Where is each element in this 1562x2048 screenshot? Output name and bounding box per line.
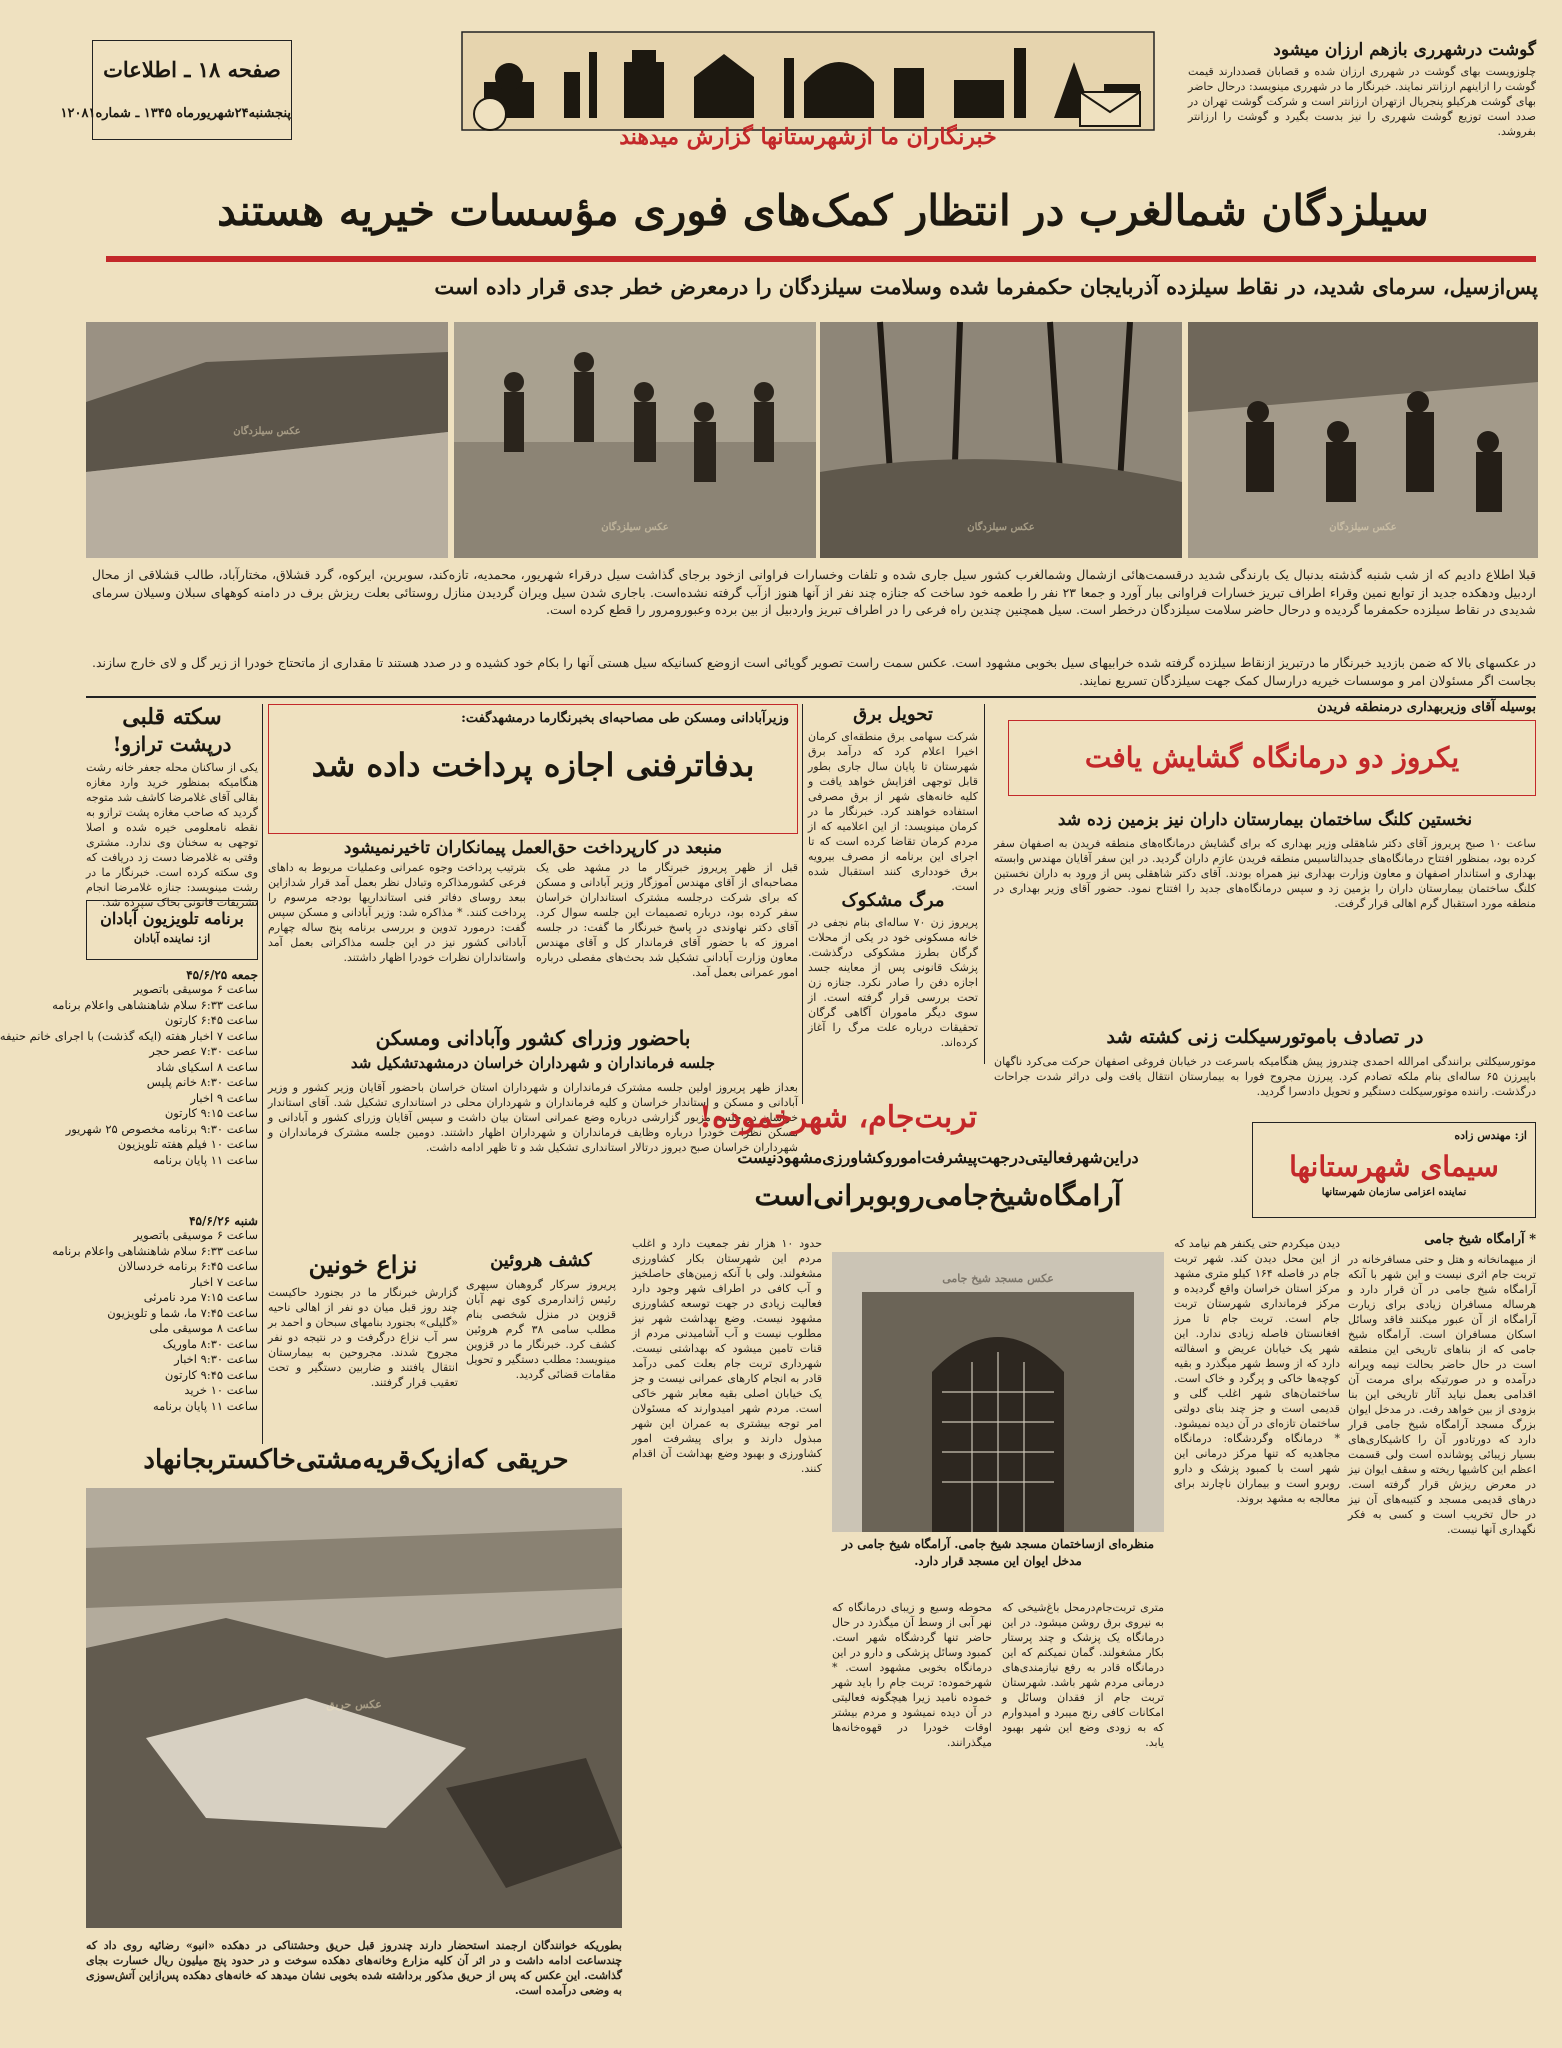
spa-headline: یکروز دو درمانگاه گشایش یافت (1084, 741, 1460, 774)
mosque-photo-label: عکس مسجد شیخ جامی (942, 1272, 1054, 1285)
torbat-subheadline-1: دراین‌شهرفعالیتی‌درجهت‌پیشرفت‌اموروکشاورزی‌مشهودنیست (737, 1148, 1139, 1167)
mosque-photo (832, 1252, 1164, 1532)
flood-photo-2 (454, 322, 816, 558)
tv-logo-sub: از: نماینده آبادان (133, 932, 211, 945)
spa-subheadline: نخستین کلنگ ساختمان بیمارستان داران نیز بزمین زده شد (1057, 810, 1473, 830)
suspicious-death-body: پریروز زن ۷۰ ساله‌ای بنام نجفی در خانه مسکونی خود در یکی از محلات گرگان بطرز مشکوکی درگذشت. پزشک قانونی پس از معاینه جسد اجازه دفن را صادر نکرد. جنازه زن تحت بررسی قرار گرفته است. از سوی دیگر ماموران آگاهی گرگان تحقیقات درباره علت مرگ را آغاز کرده‌اند. (808, 916, 978, 1049)
mosque-caption: منظره‌ای ازساختمان مسجد شیخ جامی. آرامگاه شیخ جامی در مدخل ایوان این مسجد قرار دارد. (841, 1537, 1155, 1568)
bloody-dispute-body: گزارش خبرنگار ما در بجنورد حاکیست چند روز قبل میان دو نفر از اهالی ناحیه «گلیلی» بجنورد بنامهای سبحان و احمد بر سر آب نزاع درگرفت و در نتیجه دو نفر مجروح شدند. مجروحین به بیمارستان انتقال یافتند و ضاربین دستگیر و تحت تعقیب قرار گرفتند. (268, 1286, 458, 1389)
torbat-col-e: متری تربت‌جام‌درمحل باغ‌شیخی که به نیروی برق روشن میشود. در این درمانگاه یک پزشک و چند پرستار بکار مشغولند. گمان نمیکنم که این درمانگاه قادر به رفع نیازمندی‌های درمانی مردم شهر باشد. شهرستان تربت جام از فقدان وسائل و امکانات کافی رنج میبرد و امیدوارم که به زودی وضع این شهر بهبود یابد. (1002, 1601, 1164, 1749)
electricity-story (808, 704, 978, 893)
tv-schedule-item: ساعت ۷ اخبار (190, 1274, 258, 1289)
tv-schedule-item: ساعت ۱۰ فیلم هفته تلویزیون (117, 1137, 258, 1151)
meat-story-title: گوشت درشهرری بازهم ارزان میشود (1273, 40, 1536, 60)
heroin-body: پریروز سرکار گروهبان سپهری رئیس ژاندارمری کوی نهم آبان قزوین در منزل شخصی بنام مطلب سامی ۳۸ گرم هروئین کشف کرد. خبرنگار ما در قزوین مینویسد: مطلب دستگیر و تحویل مقامات قضائی گردید. (466, 1278, 617, 1381)
page-label: صفحه ۱۸ ـ اطلاعات (103, 57, 281, 82)
fire-photo (86, 1488, 622, 1928)
column-rule-right (984, 704, 985, 1064)
tv-schedule-item: ساعت ۹:۴۵ کارتون (164, 1367, 258, 1382)
series-title: سیمای شهرستانها (1289, 1150, 1499, 1183)
tv-schedule-item: ساعت ۶ موسیقی باتصویر (133, 1228, 258, 1242)
ministers-meeting-body: بعداز ظهر پریروز اولین جلسه مشترک فرمانداران و شهرداران استان خراسان باحضور آقایان وزیر کشور و وزیر آبادانی و مسکن و استاندار خراسان و کلیه فرمانداران و شهرداران محلی در استانداری تشکیل شد. آقای استاندار خراسان در جلسه مزبور گزارشی درباره وضع عمرانی استان بیان داشت و سپس آقایان وزرای کشور و آبادانی و مسکن نظرات خودرا درباره وظایف فرمانداران و شهرداران اظهار داشتند. دومین جلسه مشترک فرمانداران و شهرداران خراسان صبح دیروز درتالار استانداری تشکیل شد و تا ظهر ادامه داشت. (268, 1081, 798, 1154)
torbat-subheadline-2: آرامگاه‌شیخ‌جامی‌روبوبرانی‌است (754, 1179, 1122, 1212)
motorcycle-body: موتورسیکلتی برانندگی امرالله احمدی چندروز پیش هنگامیکه باسرعت در خیابان فروغی اصفهان حرکت می‌کرد ناگهان باپیرزن ۶۵ ساله‌ای بنام ملکه تصادم کرد. پیرزن مجروح فورا به بیمارستان انتقال یافت ولی دراثر شدت جراحات درگذشت. راننده موتورسیکلت دستگیر و تحویل دادسرا گردید. (994, 1055, 1537, 1098)
tv-schedule-item: ساعت ۶:۴۵ کارتون (164, 1013, 258, 1027)
tv-logo-text: برنامه تلویزیون آبادان (100, 909, 244, 928)
tv-day-1-header: جمعه ۲۵‏/۶‏/۴۵ (186, 968, 258, 982)
minister-body-left: بترتیب پرداخت وجوه عمرانی وعملیات مربوط به داهای فرعی کشورمذاکره وتبادل نظر بعمل آمد قرار شدازاین ببعد روسای دفاتر فنی استانداریها بودجه مرسوم را پرداخت کنند. * مذاکره شد: وزیر آبادانی و مسکن سپس گفت: درمورد تدوین و بررسی برنامه پنج ساله چهارم آبادانی کشور نیز در این جلسه مذاکراتی بعمل آمد واستانداران نظرات خودرا اظهار داشتند. (268, 861, 526, 964)
red-divider (106, 256, 1536, 262)
flood-photo-4-label: عکس سیلزدگان (1329, 522, 1397, 533)
lead-body-2: در عکسهای بالا که ضمن بازدید خبرنگار ما درتبریز ازنقاط سیلزده گرفته شده خرابیهای سیل بخوبی مشهود است. عکس سمت راست تصویر گویائی است ازوضع کسانیکه سیل هستی آنها را بکام خود کشیده و در صدد هستند تا مقداری از ماتحتاج خودرا از زیر گل و لای خارج سازند. بجاست اگر مسئولان امر و موسسات خیریه درارسال کمک جهت سیلزدگان تسریع نمایند. (92, 655, 1536, 688)
tv-schedule-item: ساعت ۹:۳۰ اخبار (174, 1352, 258, 1366)
left-column (0, 704, 258, 1484)
electricity-body: شرکت سهامی برق منطقه‌ای کرمان اخیرا اعلام کرد که درآمد برق شهرستان تا پایان سال جاری بطور قابل توجهی افزایش خواهد یافت و کلیه خانه‌های شهر از برق مصرفی استفاده خواهند کرد. خبرنگار ما در کرمان مینویسد: از این اعلامیه که از مردم کرمان تقاضا کرده است که تا اجرای این برنامه از مصرف بیرویه برق خودداری کنند استقبال شده است. (808, 730, 978, 893)
column-rule-mid (802, 704, 803, 1104)
tv-schedule-item: ساعت ۷ اخبار هفته (ایکه گذشت) با اجرای خانم حنیفه (0, 1028, 258, 1043)
heart-coin-body: یکی از ساکنان محله جعفر خانه رشت هنگامیکه بمنظور خرید وارد مغازه بقالی آقای غلامرضا کاشف شد متوجه گردید که صاحب مغازه پشت ترازو به نقطه نامعلومی خیره شده و اصلا توجهی به سخنان وی ندارد. مشتری وقتی به غلامرضا دست زد دریافت که وی سکته کرده است. خبرنگار ما در رشت مینویسد: جنازه غلامرضا انجام تشریفات قانونی بخاک سپرده شد. (86, 761, 258, 909)
tv-schedule-item: ساعت ۷:۴۵ ما، شما و تلویزیون (107, 1305, 258, 1320)
column-rule-left (262, 704, 263, 1444)
tv-schedule-item: ساعت ۸:۳۰ خانم پلیس (146, 1075, 258, 1089)
suspicious-death-title: مرگ مشکوک (841, 890, 945, 911)
flood-photo-1 (86, 322, 448, 558)
tv-day-1 (0, 968, 258, 1168)
section-divider (86, 696, 1536, 698)
series-box (1252, 1122, 1536, 1218)
tv-schedule-item: ساعت ۶:۳۳ سلام شاهنشاهی واعلام برنامه (52, 1243, 258, 1258)
tv-schedule-item: ساعت ۸ اسکیای شاد (156, 1059, 258, 1074)
date-line: پنجشنبه۲۴شهریورماه ۱۳۴۵ ـ شماره۱۲۰۸۱ (60, 106, 291, 121)
series-kicker: از: مهندس زاده (1454, 1129, 1527, 1142)
tv-day-2 (52, 1214, 258, 1414)
minister-headline-frame (268, 704, 798, 834)
flood-photo-1-label: عکس سیلزدگان (233, 426, 301, 437)
bloody-dispute (268, 1250, 458, 1430)
tv-schedule-item: ساعت ۹ اخبار (190, 1090, 258, 1105)
page-info-box (60, 40, 292, 140)
electricity-title: تحویل برق (853, 704, 933, 725)
torbat-col-a: از میهمانخانه و هتل و حتی مسافرخانه در تربت جام اثری نیست و این شهر با آنکه آرامگاه شیخ جامی در آن قرار دارد و هرساله مسافران زیادی برای زیارت آرامگاه از آن عبور میکنند فاقد وسائل اسکان مسافران است. آرامگاه شیخ جامی که از بناهای تاریخی این منطقه است در حال حاضر بحالت نیمه ویرانه درآمده و در صورتیکه برای مرمت آن اقدامی بعمل نیاید آثار تاریخی این بنا بزودی از بین خواهد رفت. در مدخل ایوان بزرگ مسجد آرامگاه شیخ جامی قرار دارد که دورتادور آن را کاشیکاری‌های بسیار زیبائی پوشانده است ولی قسمت اعظم این کاشیها ریخته و سقف ایوان نیز در معرض ریزش قرار گرفته است. درهای قدیمی مسجد و کتیبه‌های آن نیز در حال تخریب است و کسی به فکر نگهداری آنها نیست. (1348, 1253, 1536, 1536)
tv-schedule-item: ساعت ۷:۳۰ عصر حجر (149, 1044, 258, 1058)
ministers-meeting-subheadline: جلسه فرمانداران و شهرداران خراسان درمشهدتشکیل شد (350, 1054, 716, 1072)
heart-coin-subtitle: درپشت ترازو! (112, 732, 232, 756)
banner-graphic (454, 22, 1162, 162)
meat-story-body: چلوزویست بهای گوشت در شهرری ارزان شده و قصابان قصددارند قیمت گوشت را ازاینهم ارزانتر نمایند. خبرنگار ما در شهرری مینویسد: درحال حاضر بهای گوشت هرکیلو پنجریال ازتهران ارزانتر است و شرکت گوشت تهران در صدد است توزیع گوشت شهرری را نیز بدست بگیرد و گوشت را ارزانتر بفروشد. (1188, 65, 1536, 138)
lead-subheadline: پس‌ازسیل، سرمای شدید، در نقاط سیلزده آذربایجان حکمفرما شده وسلامت سیلزدگان را درمعرض خطر جدی قرار داده است (434, 274, 1538, 299)
lead-headline: سیلزدگان شمالغرب در انتظار کمک‌های فوری مؤسسات خیریه هستند (217, 186, 1429, 235)
ministers-meeting-headline: باحضور وزرای کشور وآبادانی ومسکن (375, 1026, 691, 1050)
tv-day-1-list (0, 982, 258, 1168)
tv-schedule-item: ساعت ۱۱ پایان برنامه (152, 1398, 258, 1413)
heart-coin-title: سکته قلبی (122, 704, 222, 730)
minister-kicker: وزیرآبادانی ومسکن طی مصاحبه‌ای بخبرنگارما درمشهدگفت: (461, 711, 789, 726)
flood-photo-1-image (86, 322, 448, 558)
fire-headline: حریقی که‌ازیک‌قریه‌مشتی‌خاکستر‌بجانهاد (143, 1445, 569, 1475)
bloody-dispute-title: نزاع خونین (308, 1250, 418, 1279)
tv-schedule-item: ساعت ۱۱ پایان برنامه (152, 1152, 258, 1167)
tv-schedule-item: ساعت ۸ موسیقی ملی (149, 1321, 258, 1335)
torbat-col-c: حدود ۱۰ هزار نفر جمعیت دارد و اغلب مردم این شهرستان بکار کشاورزی مشغولند. ولی با آنکه زمین‌های حاصلخیز و آب کافی در اطراف شهر وجود دارد فعالیت زیادی در جهت توسعه کشاورزی مشهود نیست. وضع بهداشت شهر نیز مطلوب نیست و آب آشامیدنی مردم از قنات تامین میشود که بهداشتی نیست. شهرداری تربت جام بعلت کمی درآمد قادر به انجام کارهای عمرانی نیست و جز یک خیابان اصلی بقیه معابر شهر خاکی است. مردم شهر امیدوارند که مسئولان امر توجه بیشتری به عمران این شهر مبذول دارند و برای پیشرفت امور کشاورزی و بهبود وضع بهداشت آن اقدام کنند. (632, 1237, 823, 1475)
series-sub: نماینده اعزامی سازمان شهرستانها (1321, 1187, 1467, 1198)
spa-body: ساعت ۱۰ صبح پریروز آقای دکتر شاهقلی وزیر بهداری که برای گشایش درمانگاه‌های منطقه فریدن به اصفهان سفر کرده بود، بمنظور افتتاح درمانگاه‌های جدیدالتاسیس منطقه فریدن عازم داران گردید. در این سفر آقایان مهندس وابسته بهداری و استاندار اصفهان و معاون وزارت بهداری نیز همراه بودند. آقای دکتر شاهقلی پس از ورود به داران نخستین کلنگ ساختمان بیمارستان داران را بزمین زد و سپس درمانگاه‌های جدید را افتتاح نمود. حضور آقای وزیر بهداری در منطقه مورد استقبال گرم اهالی قرار گرفت. (994, 837, 1536, 910)
spa-kicker: بوسیله آقای وزیربهداری درمنطقه فریدن (1317, 700, 1536, 715)
spa-headline-frame (1008, 720, 1536, 796)
tv-logo (86, 900, 258, 960)
minister-subheadline: منبعد در کارپرداخت حق‌العمل پیمانکاران تاخیرنمیشود (343, 838, 723, 858)
meat-story (1188, 40, 1536, 168)
minister-body-right: قبل از ظهر پریروز خبرنگار ما در مشهد طی یک مصاحبه‌ای از آقای مهندس آموزگار وزیر آبادانی و مسکن که برای شرکت درجلسه مشترک استانداران خراسان سفر کرده بود، درباره تصمیمات این جلسه سوال کرد. آقای دکتر نهاوندی در پاسخ خبرنگار ما گفت: در جلسه امروز که با حضور آقای فرماندار کل و آقای مهندس معاون وزارت آبادانی تشکیل شد بحث‌های مفصلی درباره امور عمرانی بعمل آمد. (536, 861, 798, 979)
minister-headline-box (268, 704, 798, 858)
tv-schedule-item: ساعت ۹:۱۵ کارتون (164, 1106, 258, 1120)
reports-banner: خبرنگاران ما ازشهرستانها گزارش میدهند (619, 124, 997, 150)
tv-day-2-list (52, 1228, 258, 1414)
tv-schedule-item: ساعت ۶:۳۳ سلام شاهنشاهی واعلام برنامه (52, 997, 258, 1012)
tv-day-2-header: شنبه ۲۶‏/۶‏/۴۵ (189, 1214, 258, 1228)
suspicious-death (808, 890, 978, 1090)
tv-schedule-item: ساعت ۷:۱۵ مرد نامرئی (143, 1290, 258, 1304)
minister-headline: بدفاترفنی اجازه پرداخت داده شد (311, 746, 755, 784)
tv-schedule-item: ساعت ۱۰ خرید (184, 1383, 258, 1397)
fire-photo-label: عکس حریق (326, 1698, 382, 1711)
heroin-story (466, 1250, 616, 1420)
motorcycle-headline: در تصادف باموتورسیکلت زنی کشته شد (1106, 1026, 1424, 1048)
tv-schedule-item: ساعت ۶ موسیقی باتصویر (133, 982, 258, 996)
section-tomb-heading: * آرامگاه شیخ جامی (1424, 1232, 1536, 1247)
heroin-title: کشف هروئین (490, 1250, 592, 1271)
flood-photo-3-label: عکس سیلزدگان (967, 522, 1035, 533)
torbat-col-b: دیدن میکردم حتی یکنفر هم نیامد که از این محل دیدن کند. شهر تربت جام در فاصله ۱۶۴ کیلو متری مشهد مرکز استان خراسان واقع گردیده و مرکز فرمانداری شهرستان تربت جام است. تربت جام تا مرز افغانستان فاصله زیادی ندارد. این شهر یک خیابان عریض و اسفالته دارد که از وسط شهر میگذرد و بقیه کوچه‌ها خاکی و پرگرد و خاک است. ساختمان‌های شهر اغلب گلی و قدیمی است و جز چند بنای دولتی ساختمان تازه‌ای در آن دیده نمیشود. * درمانگاه وگردشگاه: درمانگاه مجاهدیه که تنها مرکز درمانی این شهر است با کمبود پزشک و دارو روبرو است و بیماران ناچارند برای معالجه به مشهد بروند. (1174, 1237, 1341, 1505)
tv-schedule-item: ساعت ۹:۳۰ برنامه مخصوص ۲۵ شهریور (65, 1121, 258, 1136)
torbat-headline: تربت‌جام، شهرخموده! (698, 1100, 978, 1135)
mosque-photo-image (832, 1252, 1164, 1532)
tv-schedule-item: ساعت ۶:۴۵ برنامه خردسالان (118, 1259, 258, 1273)
torbat-col-d: محوطه وسیع و زیبای درمانگاه که نهر آبی از وسط آن میگذرد در حال حاضر تنها گردشگاه شهر است. کمبود وسائل پزشکی و دارو در این درمانگاه بخوبی مشهود است. * شهرخموده: تربت جام را باید شهر خموده نامید زیرا هیچگونه فعالیتی در آن دیده نمیشود و مردم بیشتر اوقات خودرا در قهوه‌خانه‌ها میگذرانند. (832, 1601, 992, 1749)
tv-schedule-item: ساعت ۸:۳۰ ماوریک (162, 1336, 258, 1351)
flood-photo-2-label: عکس سیلزدگان (601, 522, 669, 533)
flood-photo-4 (1188, 322, 1538, 558)
flood-photo-3 (820, 322, 1182, 558)
fire-caption: بطوریکه خوانندگان ارجمند استحضار دارند چندروز قبل حریق وحشتناکی در دهکده «انبو» رضائیه روی داد که چندساعت ادامه داشت و در اثر آن کلیه مزارع وخانه‌های دهکده سوخت و در حدود پنج میلیون ریال خسارت بجای گذاشت. این عکس که پس از حریق مذکور برداشته شده بخوبی نشان میدهد که خانه‌های دهکده پس‌ازاین آتش‌سوزی به وضعی درآمده است. (86, 1939, 622, 1997)
lead-body-1: قبلا اطلاع دادیم که از شب شنبه گذشته بدنبال یک بارندگی شدید درقسمت‌هائی ازشمال وشمالغرب کشور سیل جاری شده و تلفات وخسارات فراوانی ازخود برجای گذاشت سیل درقراء شهریور، محمدیه، تازه‌کند، سوبرین، ایرکوه، گرد قشلاق، مختارآباد، طالب قشلاقی از محال اردبیل ودهکده جدید از توابع نمین وقراء اطراف تبریز خسارات فراوانی ببار آورد و جمعا ۲۳ نفر را طعمه خود ساخت که جنازه چند نفر از آنها هنوز ازآب گرفته نشده‌است. باجاری شدن سیل ویران گردیدن منازل روستائی بعلت ریزش برف در دامنه کوههای سبلان وسیلان سرمای شدیدی در نقاط سیلزده حکمفرما گردیده و درحال حاضر سلامت سیلزدگان درخطر است. سیل همچنین چندین راه فرعی را در اطراف تبریز واردبیل از بین برده وعبورومرور را قطع کرده است. (92, 567, 1536, 617)
